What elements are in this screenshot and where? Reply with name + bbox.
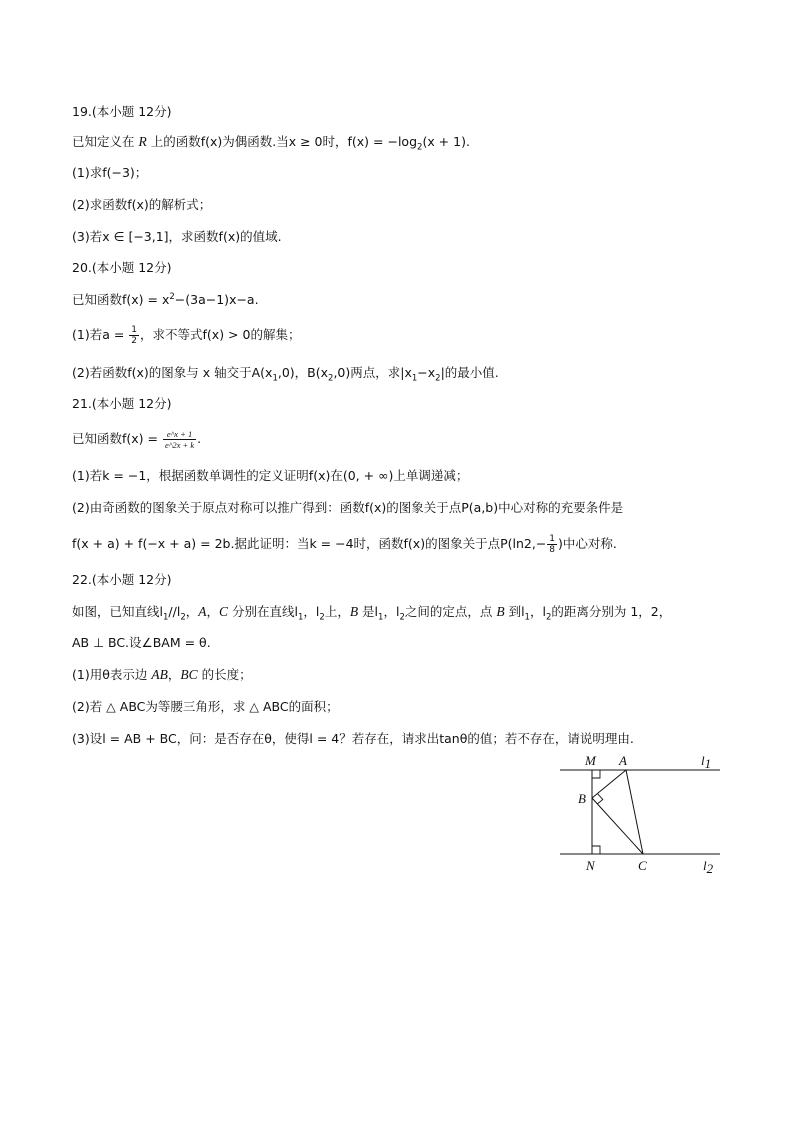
label-a: A <box>619 753 627 768</box>
q21-stem: 已知函数f(x) = $\frac{e\^{}x + 1}{e\^{}2x + k}$ . <box>72 429 202 450</box>
label-l2: l2 <box>703 858 714 876</box>
q22-part-2: (2)若 △ ABC为等腰三角形，求 △ ABC的面积； <box>72 699 339 714</box>
q21-part-2-line-1: (2)由奇函数的图象关于原点对称可以推广得到：函数f(x)的图象关于点P(a,b)中心对称的充要条件是 <box>72 500 624 515</box>
q20-part-1: (1)若a = $\frac{1}{2}$ ，求不等式f(x) > 0的解集； <box>72 325 301 346</box>
q22-stem-line-1: 如图，已知直线$l_1//l_2$，A，C 分别在直线$l_1$，$l_2$上，B 是$l_1$，$l_2$之间的定点，点 B 到$l_1$，$l_2$的距离分别为 1，2， <box>72 604 672 623</box>
label-m: M <box>585 753 596 768</box>
label-n: N <box>586 858 595 873</box>
q21-part-2-line-2: f(x + a) + f(−x + a) = 2b.据此证明：当k = −4时，函数f(x)的图象关于点P(ln2,− $\frac{1}{8}$ )中心对称. <box>72 534 617 555</box>
q22-header: 22.(本小题 12分) <box>72 572 172 587</box>
label-c: C <box>638 858 647 873</box>
q22-part-1: (1)用θ表示边 AB，BC 的长度； <box>72 667 252 682</box>
q19-part-3: (3)若x ∈ [−3,1]，求函数f(x)的值域. <box>72 229 282 244</box>
q21-header: 21.(本小题 12分) <box>72 396 172 411</box>
label-l1: l1 <box>701 753 712 771</box>
q21-part-1: (1)若k = −1，根据函数单调性的定义证明f(x)在(0, + ∞)上单调递减； <box>72 468 469 483</box>
right-angle-b <box>597 794 602 804</box>
q19-part-2: (2)求函数f(x)的解析式； <box>72 197 212 212</box>
q19-stem: 已知定义在 R 上的函数f(x)为偶函数.当x ≥ 0时，$f(x) = -\log_2(x + 1)$. <box>72 134 470 153</box>
q20-header: 20.(本小题 12分) <box>72 260 172 275</box>
segment-ab <box>592 770 626 798</box>
segment-ac <box>626 770 643 854</box>
q22-stem-line-2: AB ⊥ BC.设∠BAM = θ. <box>72 635 211 650</box>
geometry-figure <box>556 750 726 880</box>
q19-part-1: (1)求f(−3)； <box>72 165 148 180</box>
right-angle-n <box>592 846 600 854</box>
right-angle-m <box>592 770 600 778</box>
q19-header: 19.(本小题 12分) <box>72 104 172 119</box>
q22-part-3: (3)设l = AB + BC，问：是否存在θ，使得l = 4？若存在，请求出tanθ的值；若不存在，请说明理由. <box>72 731 634 746</box>
label-b: B <box>578 791 586 806</box>
q20-part-2: (2)若函数f(x)的图象与 x 轴交于$A(x_1,0)$，$B(x_2,0)$两点，求$|x_1-x_2|$的最小值. <box>72 365 499 384</box>
q20-stem: 已知函数$f(x) = x^2-(3a-1)x-a$. <box>72 291 259 307</box>
